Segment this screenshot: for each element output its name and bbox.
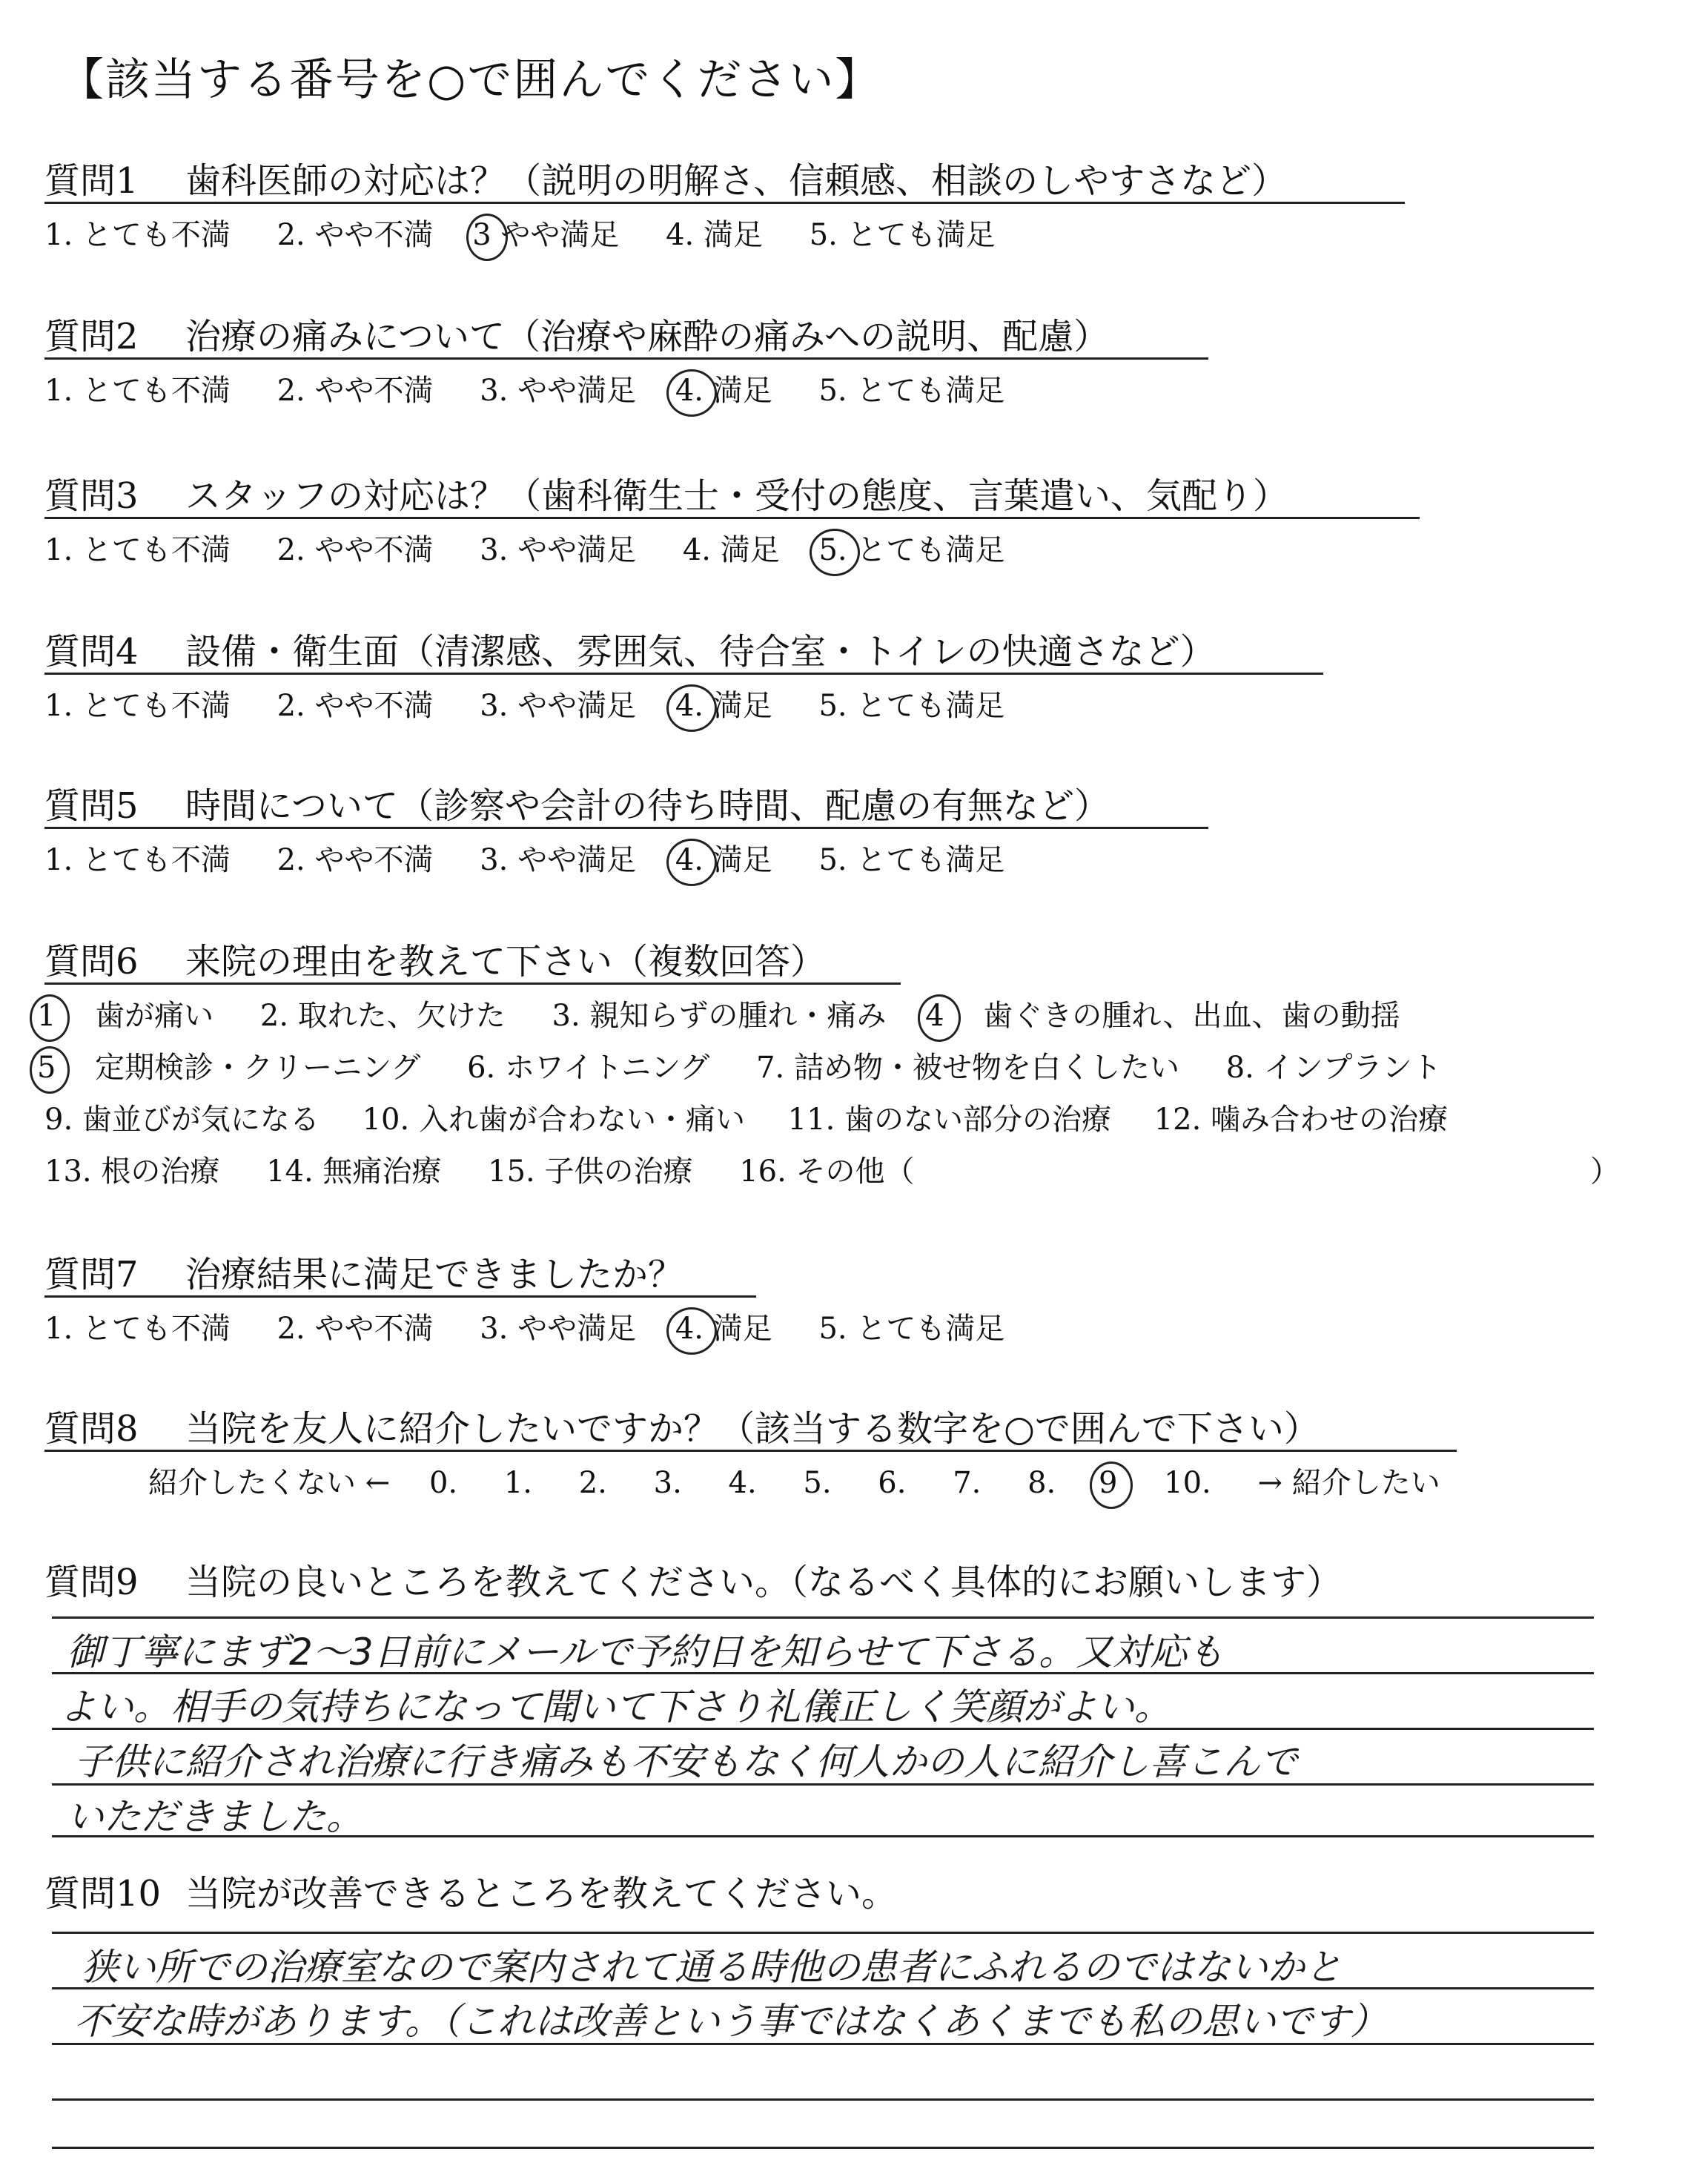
q1-scale: 1. とても不満 2. やや不満 3 やや満足 4. 満足 5. とても満足: [44, 211, 996, 254]
scale-option-selected[interactable]: 3: [472, 218, 491, 252]
handwritten-line: 不安な時があります。（これは改善という事ではなくあくまでも私の思いです）: [74, 2000, 1387, 2043]
page-title: 【該当する番号を○で囲んでください】: [59, 54, 881, 106]
scale-option[interactable]: 1.: [44, 218, 73, 252]
scale-option[interactable]: 5.: [809, 218, 838, 252]
handwritten-line: 狭い所での治療室なので案内されて通る時他の患者にふれるのではないかと: [82, 1946, 1342, 1989]
question-2: 質問2 治療の痛みについて（治療や麻酔の痛みへの説明、配慮）: [44, 316, 1110, 357]
q3-scale: 1. とても不満 2. やや不満 3. やや満足 4. 満足 5. とても満足: [44, 526, 1004, 569]
scale-option-selected[interactable]: 5.: [818, 533, 847, 567]
scale-option-selected[interactable]: 4.: [675, 1312, 704, 1346]
handwritten-line: よい。相手の気持ちになって聞いて下さり礼儀正しく笑顔がよい。: [59, 1685, 1171, 1728]
q6-option-selected[interactable]: 4: [925, 999, 944, 1033]
q5-scale: 1. とても不満 2. やや不満 3. やや満足 4. 満足 5. とても満足: [44, 836, 1004, 879]
q7-scale: 1. とても不満 2. やや不満 3. やや満足 4. 満足 5. とても満足: [44, 1305, 1004, 1347]
q2-scale: 1. とても不満 2. やや不満 3. やや満足 4. 満足 5. とても満足: [44, 367, 1004, 409]
q6-option-selected[interactable]: 5: [37, 1051, 56, 1085]
scale-option-selected[interactable]: 4.: [675, 689, 704, 723]
question-10: 質問10 当院が改善できるところを教えてください。: [44, 1873, 898, 1915]
handwritten-line: 子供に紹介され治療に行き痛みも不安もなく何人かの人に紹介し喜こんで: [74, 1740, 1297, 1783]
scale-option[interactable]: 2.: [277, 218, 305, 252]
q6-row-4: 13. 根の治療 14. 無痛治療 15. 子供の治療 16. その他（: [44, 1155, 915, 1189]
question-number: 質問1: [44, 160, 139, 202]
question-4: 質問4 設備・衛生面（清潔感、雰囲気、待合室・トイレの快適さなど）: [44, 631, 1216, 673]
question-1: [44, 152, 1287, 203]
q4-scale: 1. とても不満 2. やや不満 3. やや満足 4. 満足 5. とても満足: [44, 682, 1004, 724]
scale-option-selected[interactable]: 4.: [675, 374, 704, 408]
q6-option-selected[interactable]: 1: [37, 999, 56, 1033]
handwritten-line: いただきました。: [67, 1795, 363, 1838]
scale-option[interactable]: 4.: [666, 218, 695, 252]
question-3: 質問3 スタッフの対応は？（歯科衛生士・受付の態度、言葉遣い、気配り）: [44, 475, 1289, 517]
q8-scale: 紹介したくない ← 0. 1. 2. 3. 4. 5. 6. 7. 8. 9 10. → 紹介したい: [148, 1459, 1440, 1502]
question-5: 質問5 時間について（診察や会計の待ち時間、配慮の有無など）: [44, 785, 1110, 827]
scale-option-selected[interactable]: 4.: [675, 843, 704, 877]
q8-selected[interactable]: 9: [1099, 1466, 1117, 1500]
question-8: 質問8 当院を友人に紹介したいですか？（該当する数字を○で囲んで下さい）: [44, 1408, 1320, 1450]
q6-row-2: 5 定期検診・クリーニング 6. ホワイトニング 7. 詰め物・被せ物を白くしたい 8. インプラント: [37, 1044, 1442, 1086]
handwritten-line: 御丁寧にまず2〜3日前にメールで予約日を知らせて下さる。又対応も: [67, 1631, 1225, 1674]
question-6: 質問6 来院の理由を教えて下さい（複数回答）: [44, 941, 827, 982]
q6-row-3: 9. 歯並びが気になる 10. 入れ歯が合わない・痛い 11. 歯のない部分の治療 12. 噛み合わせの治療: [44, 1103, 1449, 1137]
question-7: 質問7 治療結果に満足できましたか？: [44, 1254, 684, 1295]
question-9: 質問9 当院の良いところを教えてください。（なるべく具体的にお願いします）: [44, 1562, 1343, 1603]
q6-other-close: ）: [1590, 1155, 1620, 1189]
question-text: 歯科医師の対応は？（説明の明解さ、信頼感、相談のしやすさなど）: [185, 160, 1288, 202]
q6-row-1: 1 歯が痛い 2. 取れた、欠けた 3. 親知らずの腫れ・痛み 4 歯ぐきの腫れ、出血、歯の動揺: [37, 992, 1400, 1034]
